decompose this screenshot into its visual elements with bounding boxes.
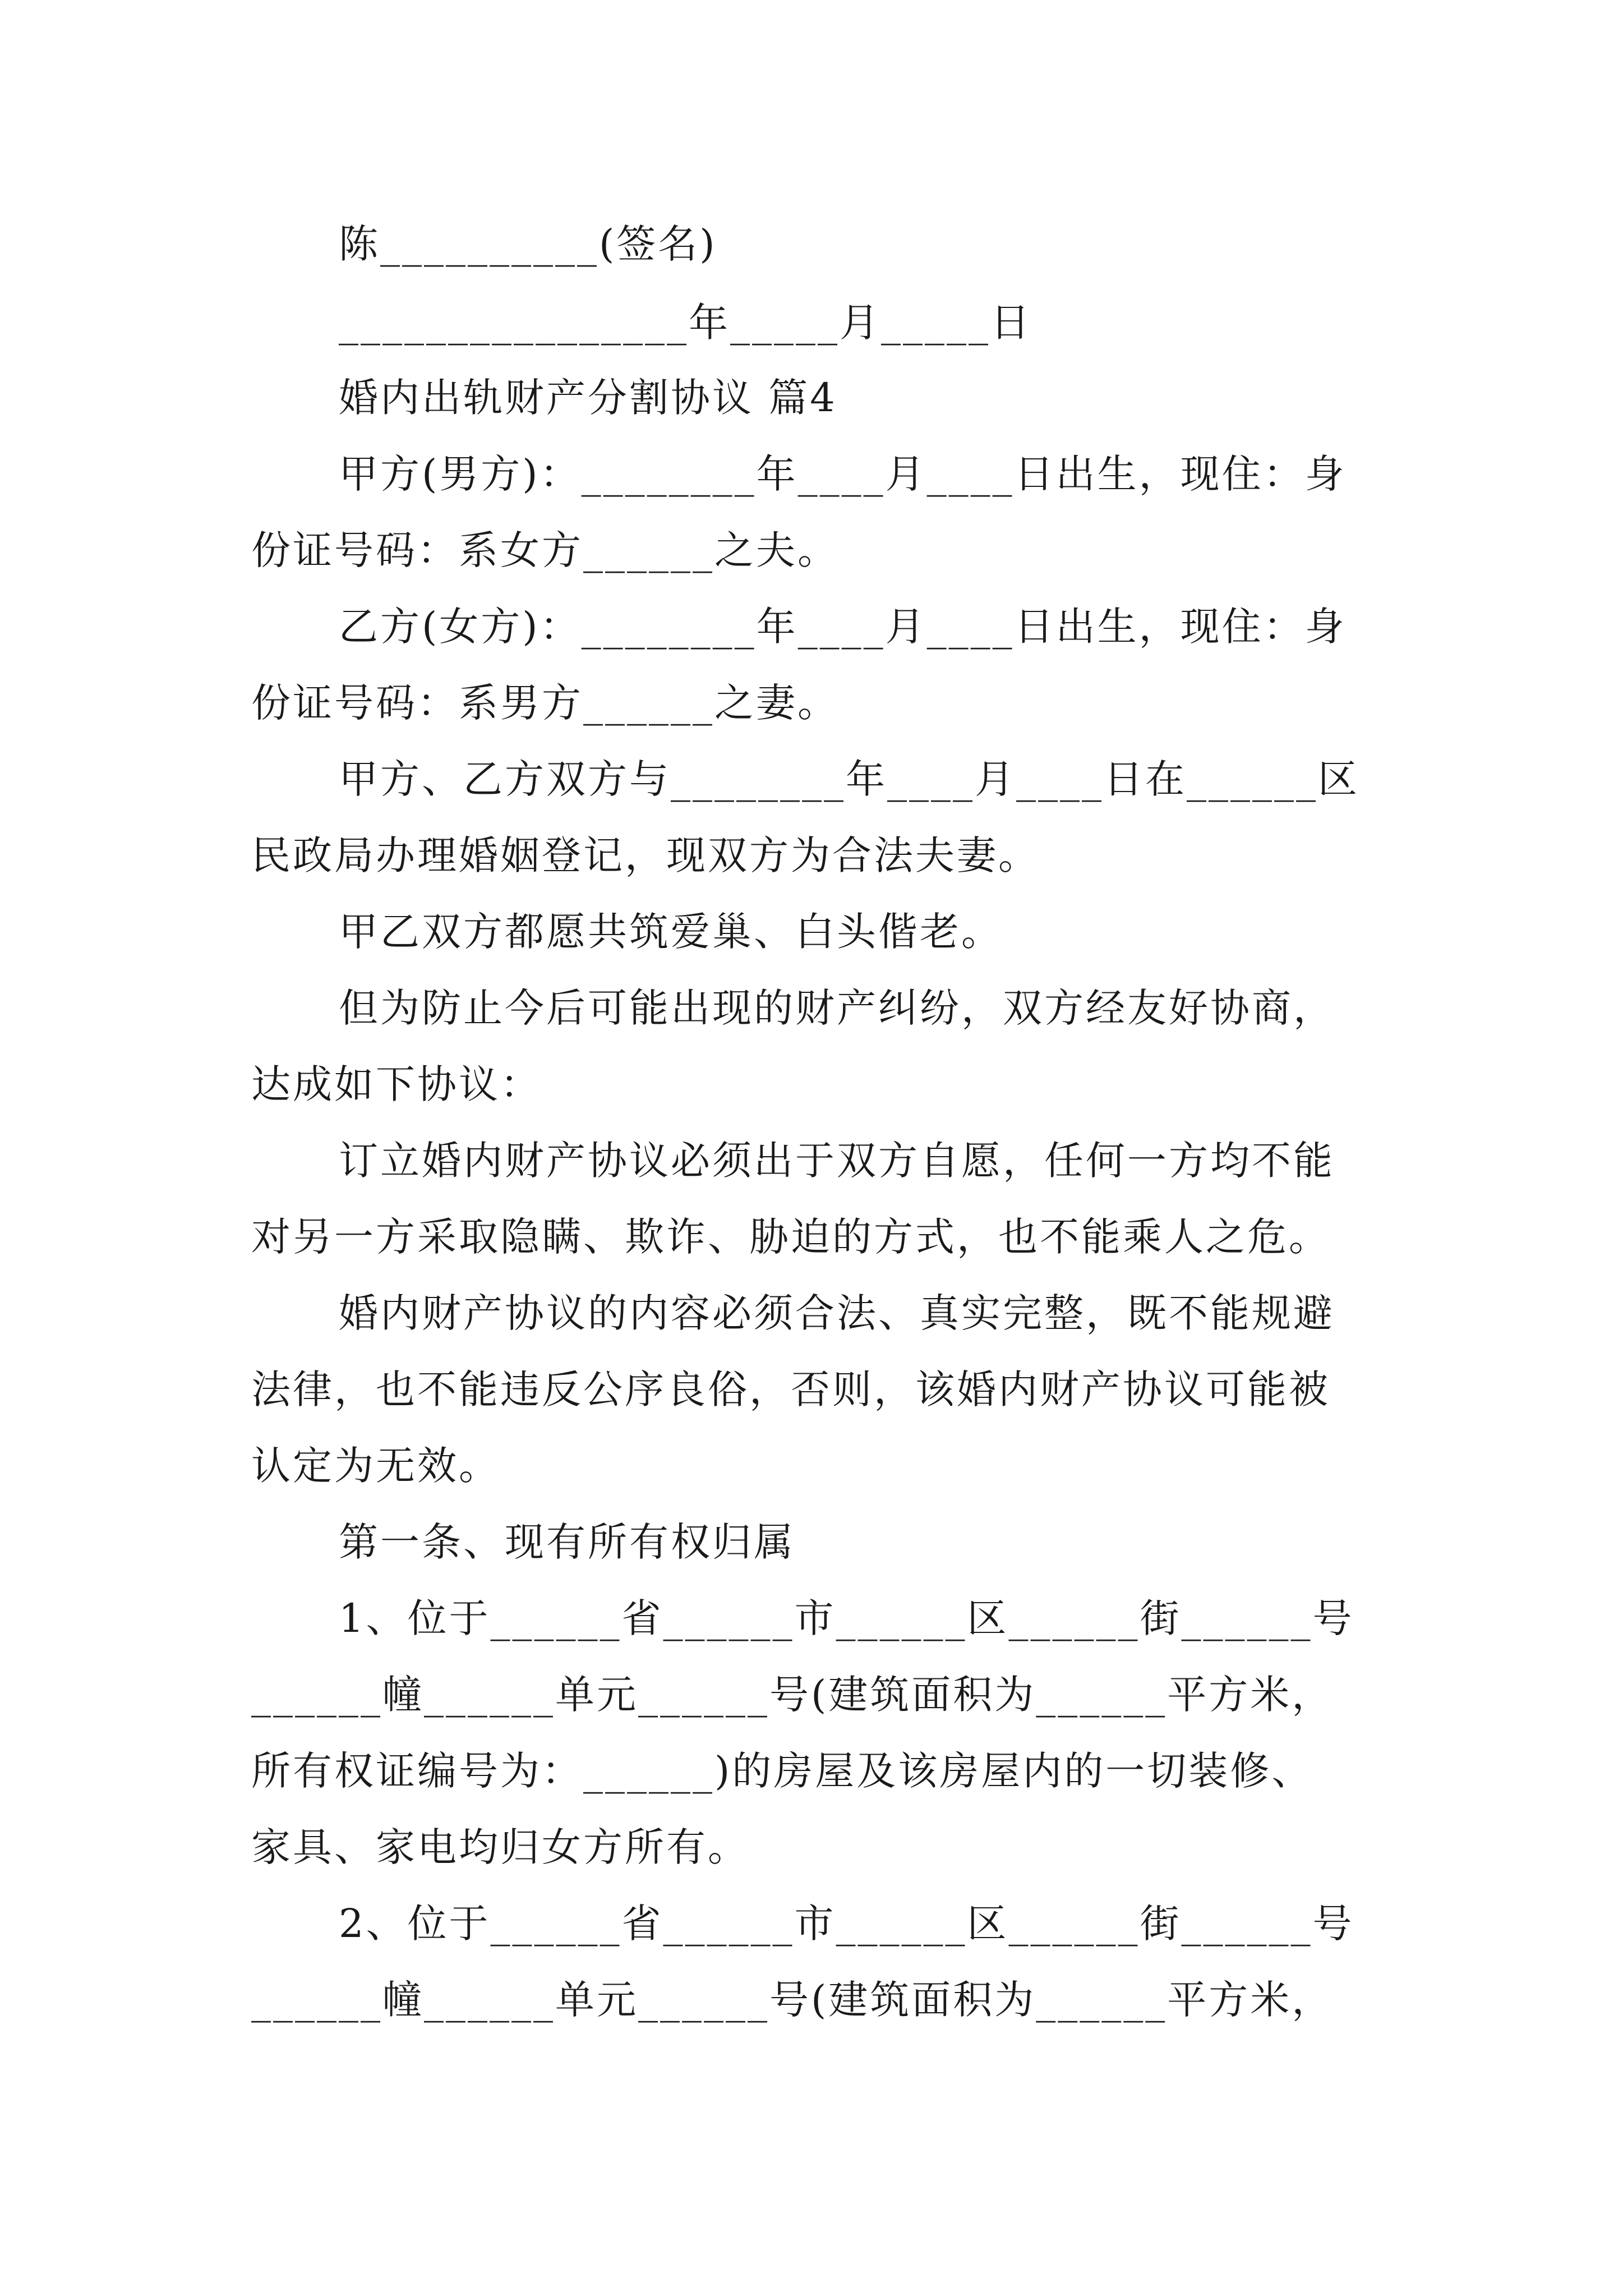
paragraph-line: ______幢______单元______号(建筑面积为______平方米，	[251, 1977, 1334, 2023]
paragraph-line: 1、位于______省______市______区______街______号	[339, 1595, 1354, 1641]
paragraph-line: 婚内财产协议的内容必须合法、真实完整，既不能规避	[339, 1290, 1335, 1336]
paragraph-line: 份证号码：系女方______之夫。	[251, 527, 839, 573]
paragraph-line: 达成如下协议：	[251, 1061, 542, 1107]
paragraph-line: 甲方(男方)：________年____月____日出生，现住：身	[339, 451, 1347, 497]
section-title: 婚内出轨财产分割协议 篇4	[339, 375, 837, 421]
paragraph-line: 认定为无效。	[251, 1443, 500, 1489]
paragraph-line: 份证号码：系男方______之妻。	[251, 680, 839, 726]
paragraph-line: 法律，也不能违反公序良俗，否则，该婚内财产协议可能被	[251, 1366, 1330, 1412]
paragraph-line: 甲方、乙方双方与________年____月____日在______区	[339, 756, 1359, 802]
paragraph-line: 订立婚内财产协议必须出于双方自愿，任何一方均不能	[339, 1138, 1335, 1184]
paragraph-line: 但为防止今后可能出现的财产纠纷，双方经友好协商，	[339, 985, 1335, 1031]
paragraph-line: 民政局办理婚姻登记，现双方为合法夫妻。	[251, 832, 1040, 878]
paragraph-line: ______幢______单元______号(建筑面积为______平方米，	[251, 1672, 1334, 1718]
signature-line: 陈__________(签名)	[339, 221, 717, 267]
paragraph-line: 家具、家电均归女方所有。	[251, 1824, 749, 1870]
paragraph-line: 甲乙双方都愿共筑爱巢、白头偕老。	[339, 909, 1003, 955]
paragraph-line: 2、位于______省______市______区______街______号	[339, 1901, 1354, 1947]
date-line: ________________年_____月_____日	[339, 300, 1032, 346]
article-heading: 第一条、现有所有权归属	[339, 1519, 795, 1565]
paragraph-line: 所有权证编号为：______)的房屋及该房屋内的一切装修、	[251, 1748, 1313, 1794]
paragraph-line: 对另一方采取隐瞒、欺诈、胁迫的方式，也不能乘人之危。	[251, 1214, 1330, 1260]
paragraph-line: 乙方(女方)：________年____月____日出生，现住：身	[339, 604, 1347, 650]
